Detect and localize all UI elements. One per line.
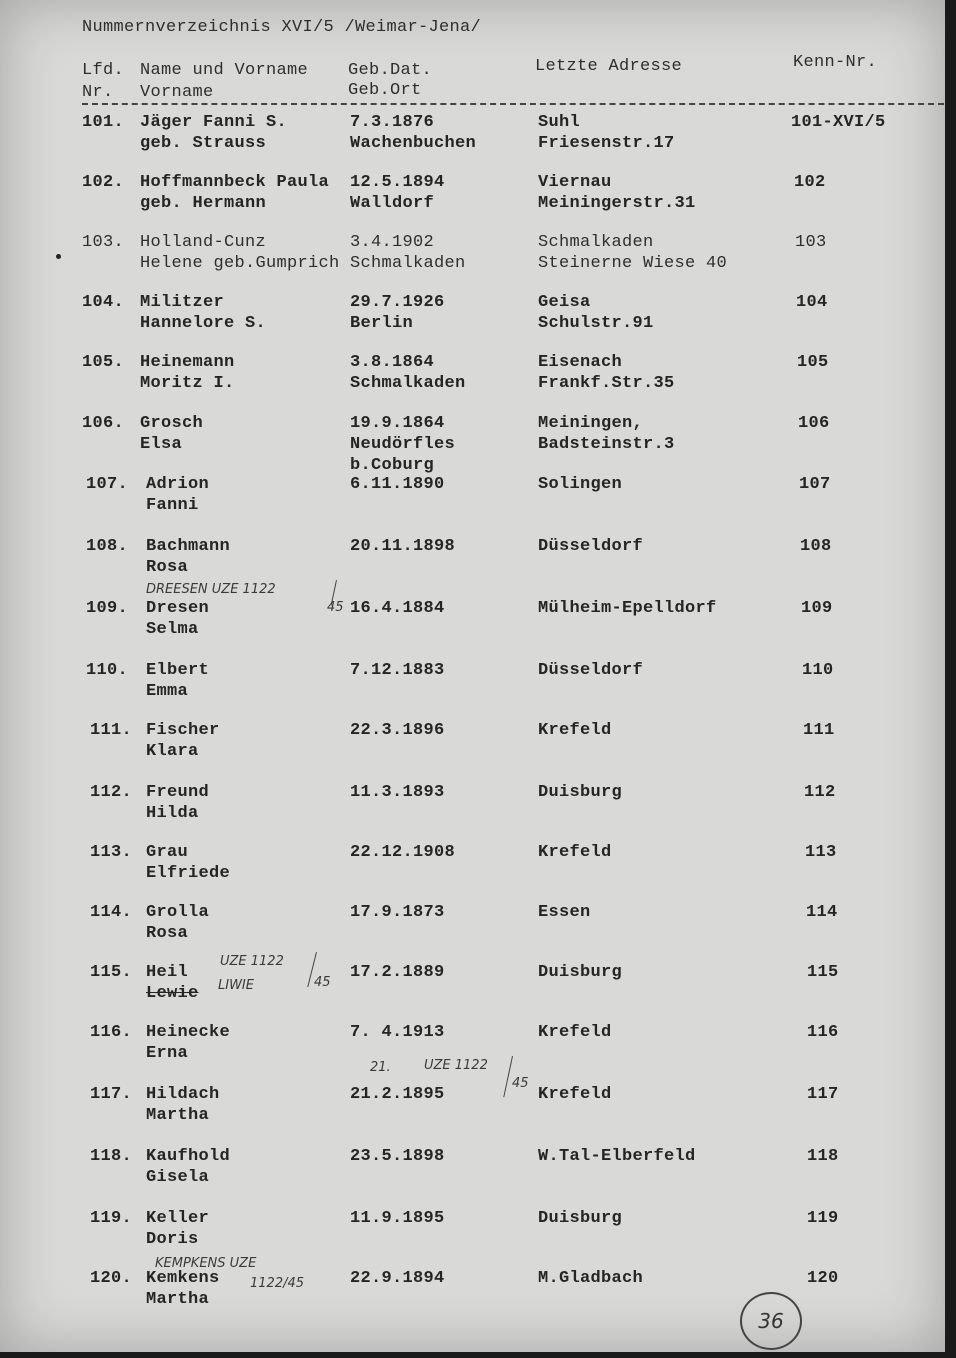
entry-firstname: Emma <box>146 682 189 701</box>
entry-address-line1: Solingen <box>538 475 623 494</box>
entry-address-line1: W.Tal-Elberfeld <box>538 1147 696 1166</box>
annotation-115-name: LIWIE <box>218 978 254 993</box>
entry-surname: Heil <box>146 963 189 982</box>
annotation-117-day: 21. <box>370 1060 391 1075</box>
entry-birth-date: 3.4.1902 <box>350 233 435 252</box>
entry-address-line1: Krefeld <box>538 843 612 862</box>
entry-firstname: Elsa <box>140 435 183 454</box>
entry-address-line2: Frankf.Str.35 <box>538 374 675 393</box>
entry-address-line1: Schmalkaden <box>538 233 654 252</box>
header-lfd: Lfd. <box>82 61 125 80</box>
entry-kenn-nr: 119 <box>807 1209 839 1228</box>
entry-firstname: geb. Strauss <box>140 134 267 153</box>
entry-surname: Grosch <box>140 414 204 433</box>
entry-birth-date: 6.11.1890 <box>350 475 445 494</box>
entry-number: 114. <box>90 903 133 922</box>
annotation-117-side: 45 <box>512 1076 529 1091</box>
entry-birth-place: Wachenbuchen <box>350 134 477 153</box>
entry-number: 113. <box>90 843 133 862</box>
entry-surname: Hoffmannbeck Paula <box>140 173 330 192</box>
annotation-109-side: 45 <box>327 600 344 615</box>
header-divider <box>82 103 944 105</box>
entry-firstname: Selma <box>146 620 199 639</box>
entry-address-line1: Duisburg <box>538 963 623 982</box>
entry-number: 112. <box>90 783 133 802</box>
entry-birth-date: 22.3.1896 <box>350 721 445 740</box>
entry-address-line1: Viernau <box>538 173 612 192</box>
entry-birth-place: Berlin <box>350 314 414 333</box>
entry-firstname: Doris <box>146 1230 199 1249</box>
annotation-120-code: 1122/45 <box>250 1276 305 1291</box>
entry-address-line2: Meiningerstr.31 <box>538 194 696 213</box>
entry-address-line2: Badsteinstr.3 <box>538 435 675 454</box>
entry-firstname: Moritz I. <box>140 374 235 393</box>
entry-number: 107. <box>86 475 129 494</box>
entry-address-line1: Meiningen, <box>538 414 644 433</box>
entry-number: 109. <box>86 599 129 618</box>
entry-surname: Grolla <box>146 903 210 922</box>
document-title: Nummernverzeichnis XVI/5 /Weimar-Jena/ <box>82 18 482 37</box>
entry-kenn-nr: 107 <box>799 475 831 494</box>
entry-birth-date: 7.3.1876 <box>350 113 435 132</box>
entry-surname: Kemkens <box>146 1269 220 1288</box>
entry-surname: Dresen <box>146 599 210 618</box>
entry-birth-date: 21.2.1895 <box>350 1085 445 1104</box>
entry-address-line2: Steinerne Wiese 40 <box>538 254 728 273</box>
entry-firstname: Fanni <box>146 496 199 515</box>
entry-address-line1: Krefeld <box>538 1023 612 1042</box>
entry-surname: Keller <box>146 1209 210 1228</box>
entry-address-line1: Geisa <box>538 293 591 312</box>
entry-birth-date: 7.12.1883 <box>350 661 445 680</box>
entry-address-line1: M.Gladbach <box>538 1269 644 1288</box>
entry-birth-place-extra: b.Coburg <box>350 456 435 475</box>
entry-kenn-nr: 111 <box>803 721 835 740</box>
margin-dot <box>56 254 61 259</box>
entry-address-line1: Duisburg <box>538 1209 623 1228</box>
entry-kenn-nr: 110 <box>802 661 834 680</box>
entry-number: 120. <box>90 1269 133 1288</box>
entry-kenn-nr: 115 <box>807 963 839 982</box>
entry-number: 119. <box>90 1209 133 1228</box>
entry-number: 104. <box>82 293 125 312</box>
entry-surname: Jäger Fanni S. <box>140 113 288 132</box>
entry-firstname: Rosa <box>146 558 189 577</box>
entry-birth-date: 11.3.1893 <box>350 783 445 802</box>
entry-birth-date: 7. 4.1913 <box>350 1023 445 1042</box>
entry-number: 118. <box>90 1147 133 1166</box>
entry-address-line1: Krefeld <box>538 721 612 740</box>
entry-kenn-nr: 103 <box>795 233 827 252</box>
header-geb-ort: Geb.Ort <box>348 81 422 100</box>
entry-surname: Bachmann <box>146 537 231 556</box>
entry-kenn-nr: 120 <box>807 1269 839 1288</box>
entry-surname: Militzer <box>140 293 225 312</box>
entry-birth-date: 20.11.1898 <box>350 537 456 556</box>
entry-surname: Elbert <box>146 661 210 680</box>
entry-birth-place: Schmalkaden <box>350 254 466 273</box>
entry-birth-place: Neudörfles <box>350 435 456 454</box>
entry-number: 105. <box>82 353 125 372</box>
entry-surname: Freund <box>146 783 210 802</box>
entry-address-line1: Mülheim-Epelldorf <box>538 599 717 618</box>
entry-address-line1: Duisburg <box>538 783 623 802</box>
entry-kenn-nr: 109 <box>801 599 833 618</box>
entry-birth-date: 16.4.1884 <box>350 599 445 618</box>
entry-birth-date: 23.5.1898 <box>350 1147 445 1166</box>
entry-kenn-nr: 113 <box>805 843 837 862</box>
entry-firstname: Helene geb.Gumprich <box>140 254 340 273</box>
entry-kenn-nr: 106 <box>798 414 830 433</box>
entry-kenn-nr: 104 <box>796 293 828 312</box>
entry-address-line1: Düsseldorf <box>538 537 644 556</box>
entry-firstname: Martha <box>146 1290 210 1309</box>
entry-firstname: Lewie <box>146 984 199 1003</box>
entry-number: 115. <box>90 963 133 982</box>
entry-address-line2: Friesenstr.17 <box>538 134 675 153</box>
entry-kenn-nr: 114 <box>806 903 838 922</box>
header-kenn-nr: Kenn-Nr. <box>793 53 878 72</box>
entry-address-line1: Eisenach <box>538 353 623 372</box>
entry-kenn-nr: 112 <box>804 783 836 802</box>
entry-surname: Grau <box>146 843 189 862</box>
entry-birth-date: 17.9.1873 <box>350 903 445 922</box>
entry-kenn-nr: 116 <box>807 1023 839 1042</box>
entry-address-line1: Düsseldorf <box>538 661 644 680</box>
entry-number: 106. <box>82 414 125 433</box>
entry-firstname: Elfriede <box>146 864 231 883</box>
entry-address-line1: Essen <box>538 903 591 922</box>
entry-kenn-nr: 118 <box>807 1147 839 1166</box>
entry-number: 102. <box>82 173 125 192</box>
header-vorname: Vorname <box>140 83 214 102</box>
entry-kenn-nr: 117 <box>807 1085 839 1104</box>
entry-birth-place: Walldorf <box>350 194 435 213</box>
entry-surname: Fischer <box>146 721 220 740</box>
entry-firstname: Klara <box>146 742 199 761</box>
entry-number: 110. <box>86 661 129 680</box>
entry-kenn-nr: 102 <box>794 173 826 192</box>
header-adresse: Letzte Adresse <box>535 57 683 76</box>
entry-number: 103. <box>82 233 125 252</box>
entry-firstname: geb. Hermann <box>140 194 267 213</box>
annotation-109-name: DREESEN UZE 1122 <box>146 582 276 597</box>
entry-address-line2: Schulstr.91 <box>538 314 654 333</box>
page-number-circle: 36 <box>740 1292 802 1350</box>
entry-birth-date: 17.2.1889 <box>350 963 445 982</box>
annotation-115-side: 45 <box>314 975 331 990</box>
entry-surname: Adrion <box>146 475 210 494</box>
entry-firstname: Rosa <box>146 924 189 943</box>
entry-birth-date: 22.12.1908 <box>350 843 456 862</box>
entry-kenn-nr: 101-XVI/5 <box>791 113 886 132</box>
annotation-115-code: UZE 1122 <box>220 954 284 969</box>
entry-birth-date: 29.7.1926 <box>350 293 445 312</box>
entry-birth-date: 12.5.1894 <box>350 173 445 192</box>
entry-firstname: Hannelore S. <box>140 314 267 333</box>
entry-surname: Hildach <box>146 1085 220 1104</box>
entry-number: 116. <box>90 1023 133 1042</box>
entry-firstname: Gisela <box>146 1168 210 1187</box>
annotation-117-code: UZE 1122 <box>424 1058 488 1073</box>
annotation-120-name: KEMPKENS UZE <box>155 1256 257 1271</box>
entry-address-line1: Krefeld <box>538 1085 612 1104</box>
entry-birth-date: 3.8.1864 <box>350 353 435 372</box>
entry-address-line1: Suhl <box>538 113 581 132</box>
entry-birth-date: 11.9.1895 <box>350 1209 445 1228</box>
entry-surname: Heinemann <box>140 353 235 372</box>
entry-surname: Kaufhold <box>146 1147 231 1166</box>
entry-firstname: Erna <box>146 1044 189 1063</box>
header-nr: Nr. <box>82 83 114 102</box>
entry-surname: Holland-Cunz <box>140 233 267 252</box>
entry-kenn-nr: 108 <box>800 537 832 556</box>
entry-firstname: Hilda <box>146 804 199 823</box>
entry-number: 101. <box>82 113 125 132</box>
header-name: Name und Vorname <box>140 61 309 80</box>
entry-firstname: Martha <box>146 1106 210 1125</box>
entry-kenn-nr: 105 <box>797 353 829 372</box>
header-geb-dat: Geb.Dat. <box>348 61 433 80</box>
entry-number: 111. <box>90 721 133 740</box>
entry-number: 117. <box>90 1085 133 1104</box>
entry-number: 108. <box>86 537 129 556</box>
entry-birth-date: 19.9.1864 <box>350 414 445 433</box>
entry-birth-date: 22.9.1894 <box>350 1269 445 1288</box>
entry-birth-place: Schmalkaden <box>350 374 466 393</box>
entry-surname: Heinecke <box>146 1023 231 1042</box>
